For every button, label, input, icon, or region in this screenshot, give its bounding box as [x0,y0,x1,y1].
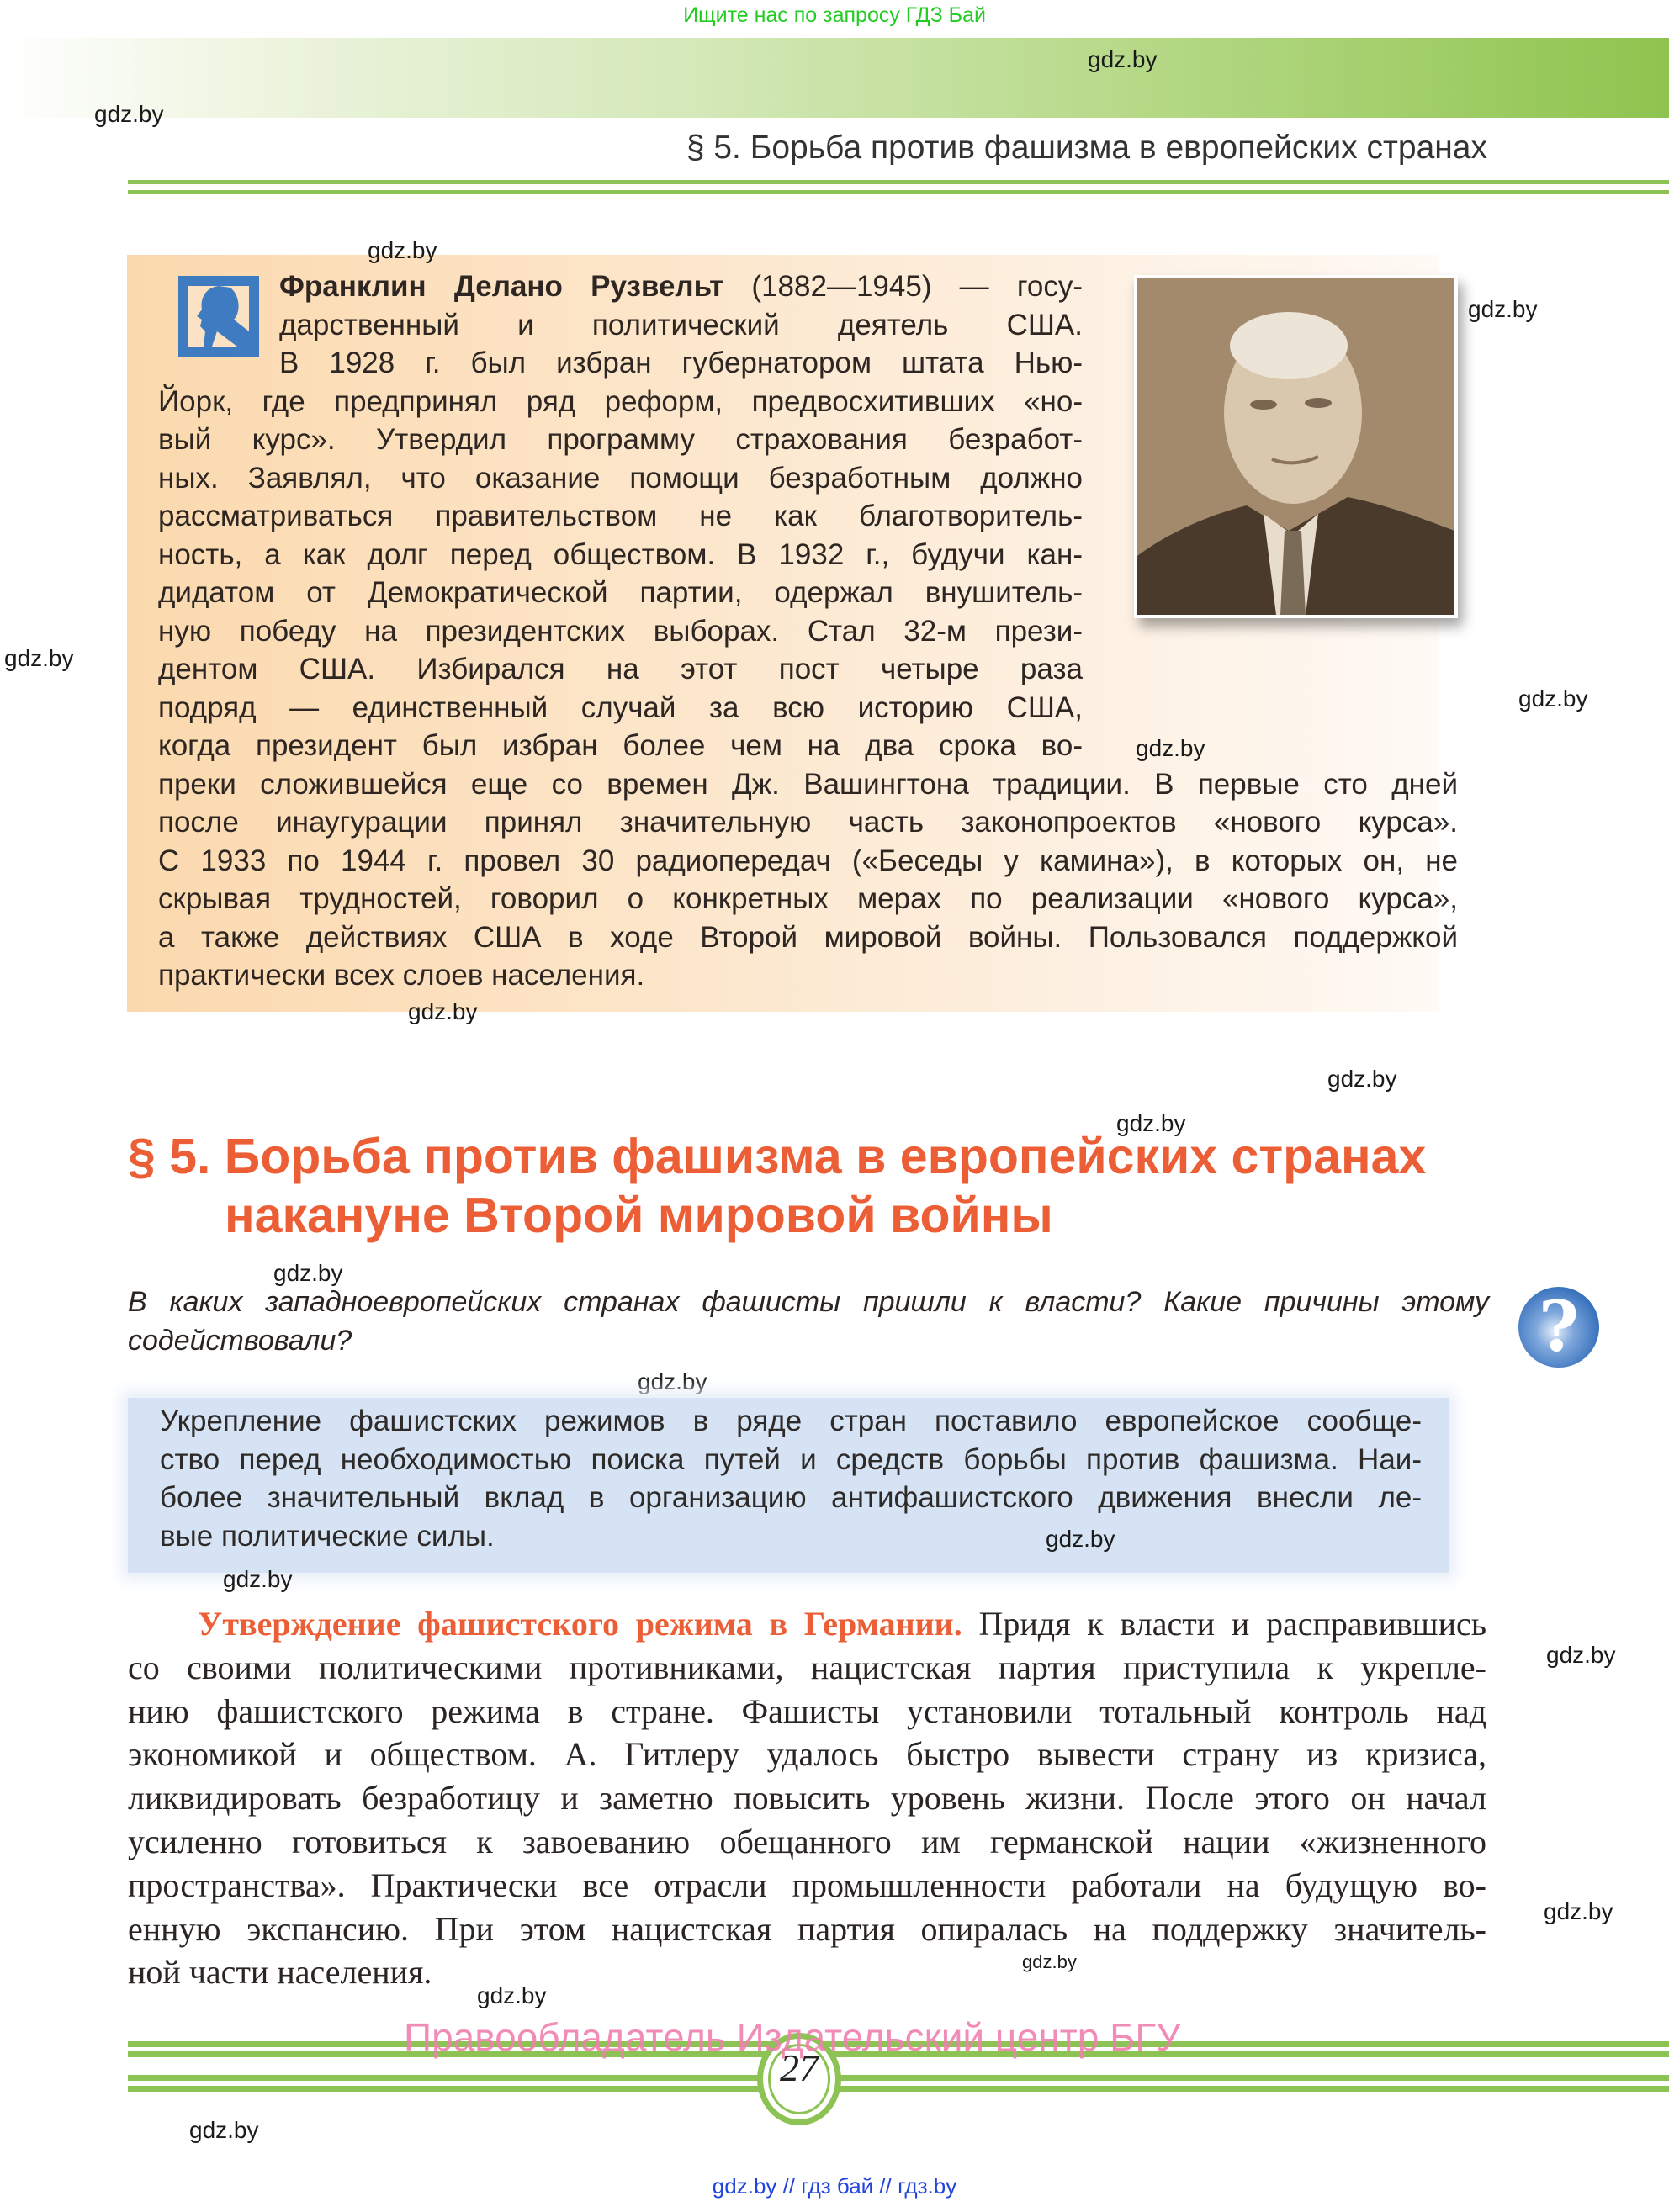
paragraph-heading: Утверждение фашистского режима в Германии. [198,1605,962,1643]
bottom-links[interactable]: gdz.by // гдз бай // гдз.by [712,2173,957,2199]
bio-line: ность, а как долг перед обществом. В 1932 г., будучи кан- [158,537,1083,571]
watermark: gdz.by [1544,1898,1613,1924]
bio-line: подряд — единственный случай за всю историю США, [158,691,1083,724]
watermark: gdz.by [1022,1951,1077,1972]
watermark: gdz.by [1518,685,1588,712]
bio-line: ных. Заявлял, что оказание помощи безработным должно [158,461,1083,495]
biography-text-top: Франклин Делано Рузвельт (1882—1945) — госу- дарственный и политический деятель США. В 1928 г. был избран губернатором штата Нью- [279,267,1083,383]
watermark: gdz.by [638,1368,707,1394]
bio-line: скрывая трудностей, говорил о конкретных мерах по реализации «нового курса», [158,882,1458,915]
biography-text-bottom [158,765,1458,995]
bio-line: рассматриваться правительством не как благотворитель- [158,500,1083,532]
section-title-line2: накануне Второй мировой войны [225,1188,1053,1243]
bio-line: преки сложившейся еще со времен Дж. Вашингтона традиции. В первые сто дней [158,767,1458,801]
bio-line: после инаугурации принял значительную часть законопроектов «нового курса». [158,806,1458,839]
body-paragraph: Утверждение фашистского режима в Германии. Придя к власти и расправившись со своими политическими противниками, нацистская партия приступила к укрепле- нию фашистского режима в стране. Фашисты установили тотальный контроль над экономикой и обществом. А. Гитлеру удалось быстро вывести страну из кризиса, ликвидировать безработицу и заметно повысить уровень жизни. После этого он начал усиленно готовиться к завоеванию обещанного им германской нации «жизненного пространства». Практически все отрасли промышленности работали на будущую во- енную экспансию. При этом нацистская партия опиралась на поддержку значитель- ной части населения. [128,1605,1486,1992]
header-rule-bottom [128,190,1669,194]
bio-line: дентом США. Избирался на этот пост четыре раза [158,653,1083,685]
watermark: gdz.by [1546,1642,1616,1668]
watermark: gdz.by [94,101,164,127]
watermark: gdz.by [189,2117,259,2143]
watermark: gdz.by [223,1566,293,1592]
page-number: 27 [780,2046,819,2089]
biography-text-middle [158,383,1083,765]
bio-line: дидатом от Демократической партии, одержал внушитель- [158,576,1083,609]
bio-line: практически всех слоев населения. [158,959,645,992]
bio-line: Йорк, где предпринял ряд реформ, предвосхитивших «но- [158,384,1083,418]
portrait-silhouette-icon [178,276,259,357]
watermark: gdz.by [1468,296,1538,322]
intro-text: Укрепление фашистских режимов в ряде стран поставило европейское сообще- ство перед необходимостью поиска путей и средств борьбы против фашизма. Наи- более значительный вклад в организацию антифашистского движения внесли ле- вые политические силы. [160,1405,1422,1553]
section-title-line1: § 5. Борьба против фашизма в европейских странах [128,1129,1427,1184]
portrait-photo [1134,275,1458,618]
watermark: gdz.by [368,237,437,263]
header-rule-top [128,180,1669,184]
watermark: gdz.by [1327,1066,1397,1092]
lead-question: В каких западноевропейских странах фашисты пришли к власти? Какие причины этому содействовали? [128,1286,1489,1357]
watermark: gdz.by [1116,1110,1186,1136]
watermark: gdz.by [1046,1526,1115,1552]
watermark: gdz.by [4,645,74,671]
watermark: gdz.by [477,1982,547,2008]
bio-line: С 1933 по 1944 г. провел 30 радиопередач («Беседы у камина»), в которых он, не [158,844,1458,877]
watermark: gdz.by [408,998,478,1024]
bio-line: дарственный и политический деятель США. [279,308,1083,341]
bio-line: В 1928 г. был избран губернатором штата Нью- [279,347,1083,379]
running-head: § 5. Борьба против фашизма в европейских странах [686,130,1487,166]
header-band [0,38,1669,118]
bio-line: вый курс». Утвердил программу страхования безработ- [158,423,1083,456]
bio-line: ную победу на президентских выборах. Стал 32-м прези- [158,614,1083,648]
watermark: gdz.by [273,1260,343,1286]
bio-line: а также действиях США в ходе Второй мировой войны. Пользовался поддержкой [158,920,1458,954]
watermark: gdz.by [1136,735,1205,761]
section-title [128,1127,1426,1245]
question-icon: ? [1518,1287,1599,1368]
rights-holder-watermark: Правообладатель Издательский центр БГУ [404,2015,1181,2059]
bio-line: когда президент был избран более чем на два срока во- [158,729,1083,762]
footer-rule [128,2086,1669,2092]
watermark: gdz.by [1088,46,1158,72]
search-hint-banner: Ищите нас по запросу ГДЗ Бай [683,3,986,27]
person-name: Франклин Делано Рузвельт [279,270,724,303]
footer-rule [128,2075,1669,2081]
